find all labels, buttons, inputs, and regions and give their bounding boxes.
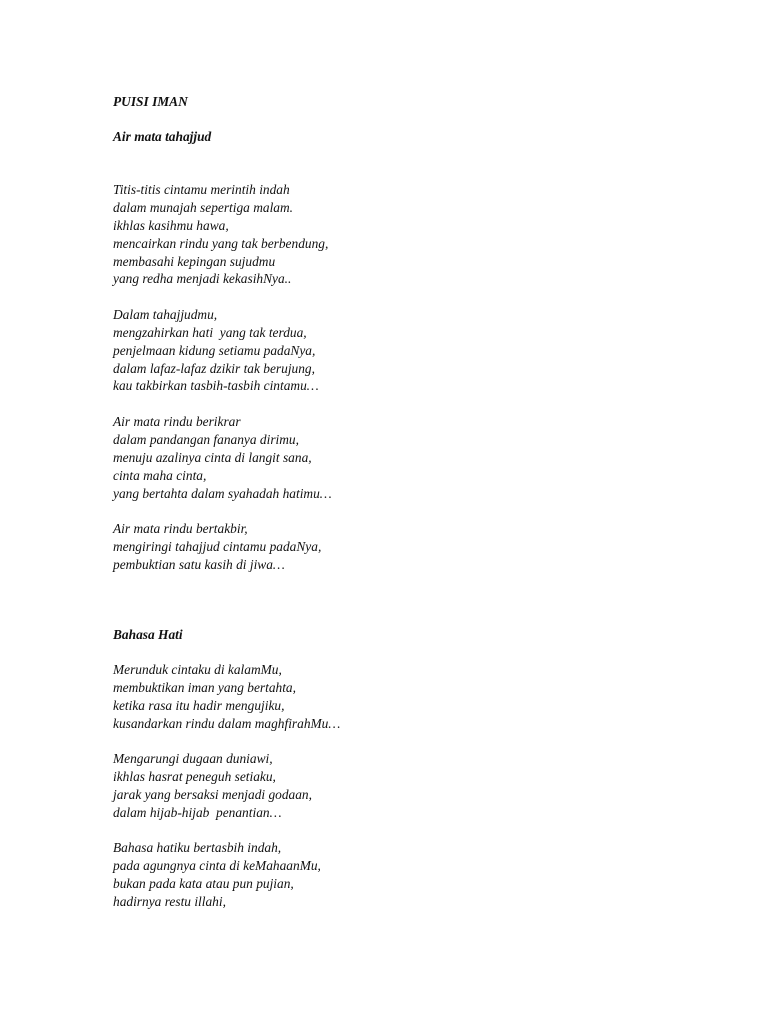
stanza	[113, 750, 673, 822]
poem-line: yang bertahta dalam syahadah hatimu…	[113, 485, 332, 501]
poem-line: ketika rasa itu hadir mengujiku,	[113, 697, 285, 713]
poem-line: bukan pada kata atau pun pujian,	[113, 876, 294, 892]
poem-line: hadirnya restu illahi,	[113, 894, 226, 909]
poem-line: dalam munajah sepertiga malam.	[113, 199, 294, 215]
poem-title: Bahasa Hati	[113, 626, 183, 642]
poem-line: kau takbirkan tasbih-tasbih cintamu…	[113, 378, 319, 394]
poem-air-mata-tahajjud	[113, 128, 673, 574]
poem-line: menuju azalinya cinta di langit sana,	[113, 449, 312, 465]
poem-bahasa-hati	[113, 626, 673, 911]
poem-line: yang redha menjadi kekasihNya..	[113, 271, 292, 287]
poem-line: Dalam tahajjudmu,	[113, 306, 218, 322]
poem-line: mengzahirkan hati yang tak terdua,	[113, 324, 307, 340]
stanza	[113, 306, 673, 396]
poem-line: kusandarkan rindu dalam maghfirahMu…	[113, 715, 341, 731]
poem-line: mencairkan rindu yang tak berbendung,	[113, 235, 329, 251]
poem-line: membasahi kepingan sujudmu	[113, 253, 276, 269]
stanza	[113, 839, 673, 911]
stanza	[113, 661, 673, 733]
poem-line: Titis-titis cintamu merintih indah	[113, 181, 290, 197]
stanza	[113, 520, 673, 574]
poem-line: ikhlas hasrat peneguh setiaku,	[113, 769, 276, 785]
poem-line: Air mata rindu berikrar	[113, 413, 241, 429]
poem-title: Air mata tahajjud	[113, 129, 212, 144]
poem-line: mengiringi tahajjud cintamu padaNya,	[113, 538, 322, 554]
document-title: PUISI IMAN	[113, 94, 188, 109]
poem-line: jarak yang bersaksi menjadi godaan,	[113, 786, 312, 802]
stanza	[113, 413, 673, 503]
poem-line: pembuktian satu kasih di jiwa…	[113, 556, 285, 572]
poem-line: dalam pandangan fananya dirimu,	[113, 431, 299, 447]
poem-line: pada agungnya cinta di keMahaanMu,	[113, 858, 321, 874]
poem-line: Mengarungi dugaan duniawi,	[113, 751, 273, 767]
poem-line: cinta maha cinta,	[113, 467, 207, 483]
poem-line: membuktikan iman yang bertahta,	[113, 679, 296, 695]
poem-line: Bahasa hatiku bertasbih indah,	[113, 840, 282, 856]
poem-line: Air mata rindu bertakbir,	[113, 520, 248, 536]
document-page	[113, 93, 673, 911]
poem-line: ikhlas kasihmu hawa,	[113, 217, 229, 233]
poem-line: penjelmaan kidung setiamu padaNya,	[113, 342, 316, 358]
poem-line: Merunduk cintaku di kalamMu,	[113, 662, 282, 678]
stanza	[113, 181, 673, 288]
poem-line: dalam lafaz-lafaz dzikir tak berujung,	[113, 360, 315, 376]
poem-line: dalam hijab-hijab penantian…	[113, 804, 282, 820]
